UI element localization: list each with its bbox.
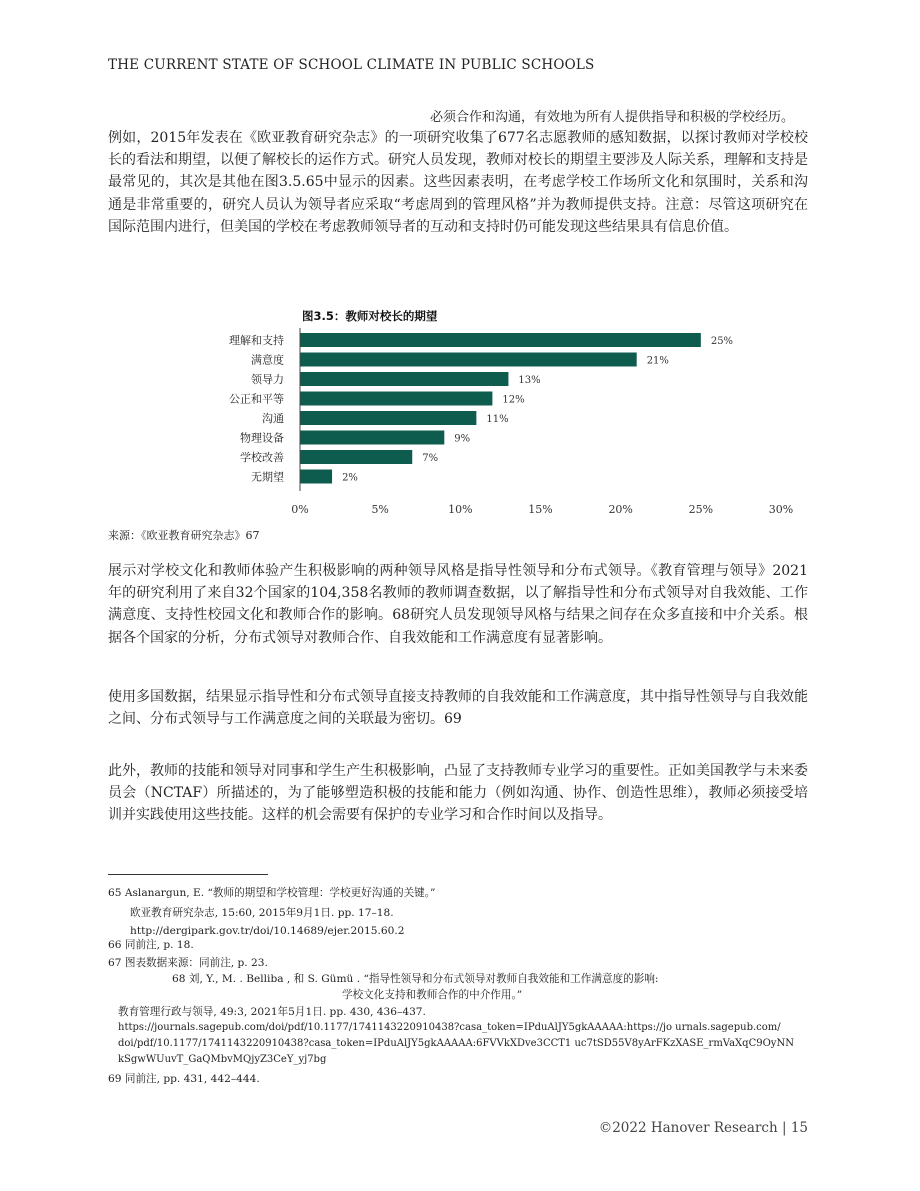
chart-bar [300, 450, 412, 464]
footnote-link[interactable]: doi/pdf/10.1177/1741143220910438?casa_token=IPduAlJY5gkAAAAA:6FVVkXDve3CCT1 uc7tSD55V8yArFKzXASE_rmVaXqC9OyNN [118, 1038, 794, 1049]
category-label: 理解和支持 [229, 334, 284, 347]
paragraph-3: 使用多国数据，结果显示指导性和分布式领导直接支持教师的自我效能和工作满意度，其中指导性领导与自我效能之间、分布式领导与工作满意度之间的关联最为密切。69 [108, 689, 808, 728]
footnote-line: 65 Aslanargun, E. “教师的期望和学校管理：学校更好沟通的关键。” [108, 887, 436, 899]
chart-bar [300, 431, 444, 445]
category-label: 无期望 [251, 470, 284, 484]
data-label: 13% [518, 375, 541, 386]
x-tick-label: 30% [768, 503, 794, 516]
footnote-line: 68 刘, Y., M. . Belliba , 和 S. Gümü . “指导性领导和分布式领导对教师自我效能和工作满意度的影响: [172, 973, 659, 985]
footnote-line: 教育管理行政与领导, 49:3, 2021年5月1日. pp. 430, 436–437. [118, 1006, 426, 1018]
bar-chart [180, 328, 820, 520]
paragraph-2: 展示对学校文化和教师体验产生积极影响的两种领导风格是指导性领导和分布式领导。《教育管理与领导》2021年的研究利用了来自32个国家的104,358名教师的教师调查数据，以了解指导性和分布式领导对自我效能、工作满意度、支持性校园文化和教师合作的影响。68研究人员发现领导风格与结果之间存在众多直接和中介关系。根据各个国家的分析，分布式领导对教师合作、自我效能和工作满意度有显著影响。 [108, 563, 808, 646]
chart-source: 来源：《欧亚教育研究杂志》67 [108, 529, 260, 542]
x-tick-label: 25% [688, 503, 714, 516]
x-tick-label: 5% [371, 503, 389, 516]
data-label: 12% [502, 394, 525, 406]
page-footer: ©2022 Hanover Research | 15 [598, 1120, 808, 1136]
footnote-line: 67 图表数据来源：同前注, p. 23. [108, 957, 268, 969]
footnote-line: http://dergipark.gov.tr/doi/10.14689/ejer.2015.60.2 [130, 925, 405, 937]
paragraph-1: 例如，2015年发表在《欧亚教育研究杂志》的一项研究收集了677名志愿教师的感知数据，以探讨教师对学校校长的看法和期望，以便了解校长的运作方式。研究人员发现，教师对校长的期望主要涉及人际关系，理解和支持是最常见的，其次是其他在图3.5.65中显示的因素。这些因素表明，在考虑学校工作场所文化和氛围时，关系和沟通是非常重要的，研究人员认为领导者应采取“考虑周到的管理风格”并为教师提供支持。注意：尽管这项研究在国际范围内进行，但美国的学校在考虑教师领导者的互动和支持时仍可能发现这些结果具有信息价值。 [108, 130, 808, 235]
data-label: 2% [342, 472, 358, 484]
footnote-link[interactable]: https://journals.sagepub.com/doi/pdf/10.1177/1741143220910438?casa_token=IPduAlJY5gkAAAAA:https://jo urnals.sagepub.com/ [118, 1022, 781, 1033]
data-label: 11% [486, 414, 509, 425]
data-label: 21% [646, 355, 669, 367]
paragraph-4: 此外，教师的技能和领导对同事和学生产生积极影响，凸显了支持教师专业学习的重要性。正如美国教学与未来委员会（NCTAF）所描述的，为了能够塑造积极的技能和能力（例如沟通、协作、创造性思维），教师必须接受培训并实践使用这些技能。这样的机会需要有保护的专业学习和合作时间以及指导。 [108, 763, 808, 824]
category-label: 沟通 [262, 412, 284, 425]
category-label: 物理设备 [240, 431, 284, 445]
footnote-line: 69 同前注, pp. 431, 442–444. [108, 1073, 260, 1085]
category-label: 领导力 [251, 373, 284, 386]
footnote-link[interactable]: kSgwWUuvT_GaQMbvMQjyZ3CeY_yj7bg [118, 1054, 327, 1065]
x-tick-label: 20% [608, 503, 633, 516]
footnote-divider [108, 874, 268, 875]
x-tick-label: 15% [528, 503, 553, 516]
chart-bar [300, 353, 637, 367]
chart-bar [300, 372, 508, 386]
chart-title: 图3.5：教师对校长的期望 [302, 309, 438, 323]
category-label: 学校改善 [240, 451, 284, 464]
chart-bar [300, 411, 476, 425]
chart-bar [300, 392, 492, 406]
running-header: THE CURRENT STATE OF SCHOOL CLIMATE IN PUBLIC SCHOOLS [108, 57, 595, 73]
footnote-line: 欧亚教育研究杂志, 15:60, 2015年9月1日. pp. 17–18. [130, 907, 394, 919]
data-label: 9% [454, 433, 471, 445]
footnote-line: 66 同前注, p. 18. [108, 939, 194, 951]
footnote-line: 学校文化支持和教师合作的中介作用。” [342, 989, 523, 1001]
x-tick-label: 10% [448, 503, 473, 516]
continued-text: 必须合作和沟通，有效地为所有人提供指导和积极的学校经历。 [430, 110, 795, 125]
data-label: 7% [422, 453, 439, 464]
category-label: 满意度 [251, 353, 284, 367]
data-label: 25% [710, 336, 734, 347]
category-label: 公正和平等 [229, 392, 284, 406]
x-tick-label: 0% [291, 503, 309, 516]
chart-bar [300, 470, 332, 484]
chart-bar [300, 333, 701, 347]
